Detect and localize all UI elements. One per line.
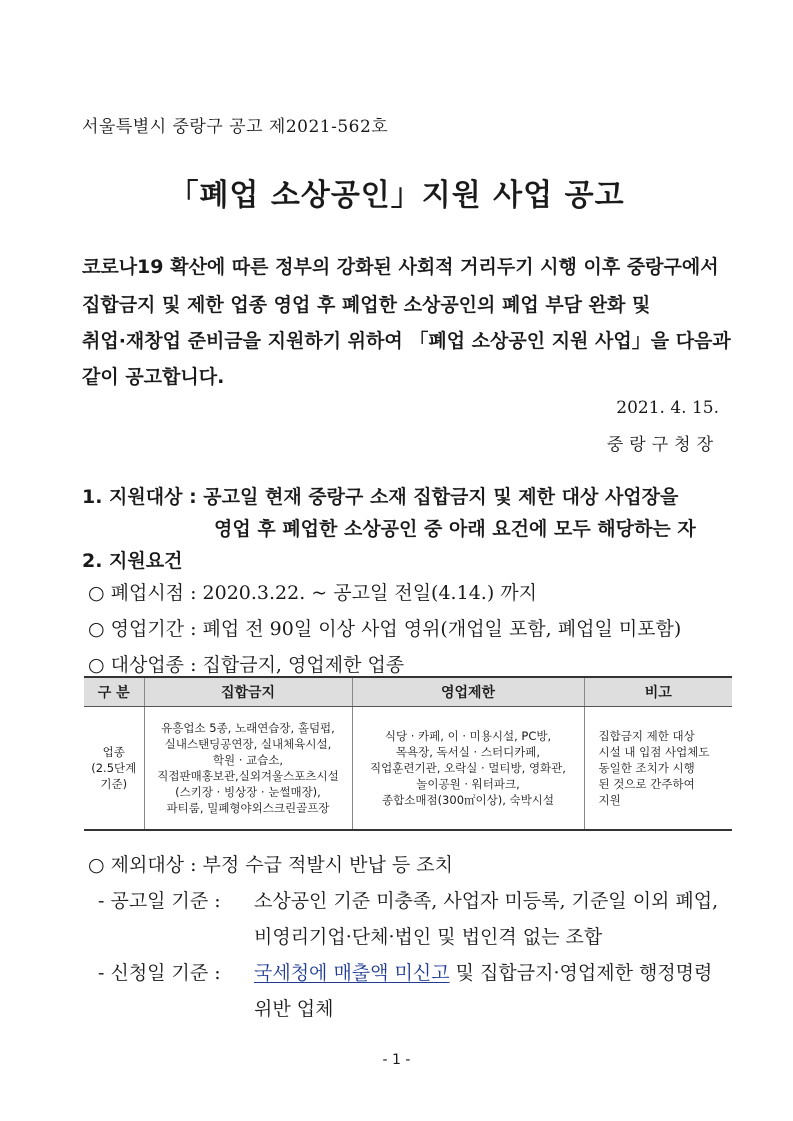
document-date: 2021. 4. 15. xyxy=(616,398,719,418)
exclusion-label-notice-date: - 공고일 기준 : xyxy=(98,890,221,912)
note-line: 지원 xyxy=(598,793,621,807)
row-label-cell xyxy=(84,707,144,831)
prohibited-line: (스키장 · 빙상장 · 눈썰매장), xyxy=(175,785,321,799)
requirement-closure-period: ○ 폐업시점 : 2020.3.22. ~ 공고일 전일(4.14.) 까지 xyxy=(88,582,537,604)
table-header-row xyxy=(84,677,732,707)
note-cell xyxy=(584,707,732,831)
section-2-heading: 2. 지원요건 xyxy=(82,550,183,572)
intro-line: 집합금지 및 제한 업종 영업 후 폐업한 소상공인의 폐업 부담 완화 및 xyxy=(82,294,651,316)
business-type-table xyxy=(84,676,732,831)
restricted-line: 직업훈련기관, 오락실 · 멀티방, 영화관, xyxy=(370,761,566,775)
note-line: 시설 내 입점 사업체도 xyxy=(598,745,710,759)
prohibited-line: 유흥업소 5종, 노래연습장, 홀덤펍, xyxy=(161,721,335,735)
document-title: 「폐업 소상공인」지원 사업 공고 xyxy=(168,178,625,213)
exclusion-text: 소상공인 기준 미충족, 사업자 미등록, 기준일 이외 폐업, xyxy=(254,890,719,912)
prohibited-cell xyxy=(144,707,352,831)
tax-office-unreported-link[interactable]: 국세청에 매출액 미신고 xyxy=(254,962,450,984)
restricted-line: 식당 · 카페, 이 · 미용시설, PC방, xyxy=(384,729,552,743)
row-label-line: 업종 xyxy=(102,745,125,759)
requirement-business-period: ○ 영업기간 : 폐업 전 90일 이상 사업 영위(개업일 포함, 폐업일 미포함) xyxy=(88,618,682,640)
intro-line: 코로나19 확산에 따른 정부의 강화된 사회적 거리두기 시행 이후 중랑구에서 xyxy=(82,256,719,278)
table-row xyxy=(84,707,732,831)
restricted-line: 놀이공원 · 워터파크, xyxy=(416,777,520,791)
row-label-line: 기준) xyxy=(100,777,128,791)
section-1-continuation: 영업 후 폐업한 소상공인 중 아래 요건에 모두 해당하는 자 xyxy=(214,518,696,540)
restricted-line: 종합소매점(300㎡이상), 숙박시설 xyxy=(382,793,554,807)
table-header-note: 비고 xyxy=(584,677,732,707)
note-line: 된 것으로 간주하여 xyxy=(598,777,695,791)
requirement-business-type: ○ 대상업종 : 집합금지, 영업제한 업종 xyxy=(88,654,405,676)
table-header-category: 구 분 xyxy=(84,677,144,707)
prohibited-line: 직접판매홍보관,실외겨울스포츠시설 xyxy=(157,769,339,783)
prohibited-line: 파티룸, 밀폐형야외스크린골프장 xyxy=(166,801,330,815)
prohibited-line: 실내스탠딩공연장, 실내체육시설, xyxy=(164,737,332,751)
exclusion-text: 위반 업체 xyxy=(254,998,334,1020)
note-line: 집합금지 제한 대상 xyxy=(598,729,695,743)
restricted-line: 목욕장, 독서실 · 스터디카페, xyxy=(395,745,541,759)
table-header-restricted: 영업제한 xyxy=(352,677,584,707)
restricted-cell xyxy=(352,707,584,831)
exclusion-label-application-date: - 신청일 기준 : xyxy=(98,962,221,984)
section-1-heading: 1. 지원대상 : 공고일 현재 중랑구 소재 집합금지 및 제한 대상 사업장을 xyxy=(82,486,679,508)
row-label-line: (2.5단계 xyxy=(91,761,137,775)
exclusion-text: 비영리기업·단체·법인 및 법인격 없는 조합 xyxy=(254,926,603,948)
page-number: - 1 - xyxy=(382,1052,411,1068)
table-header-prohibited: 집합금지 xyxy=(144,677,352,707)
exclusion-heading: ○ 제외대상 : 부정 수급 적발시 반납 등 조치 xyxy=(88,854,453,876)
note-line: 동일한 조치가 시행 xyxy=(598,761,695,775)
notice-number: 서울특별시 중랑구 공고 제2021-562호 xyxy=(82,117,389,137)
exclusion-text xyxy=(254,958,712,985)
intro-line: 같이 공고합니다. xyxy=(82,366,225,388)
document-issuer: 중랑구청장 xyxy=(606,435,719,455)
exclusion-text-rest: 및 집합금지·영업제한 행정명령 xyxy=(449,962,713,984)
prohibited-line: 학원 · 교습소, xyxy=(212,753,284,767)
intro-line: 취업·재창업 준비금을 지원하기 위하여 「폐업 소상공인 지원 사업」을 다음과 xyxy=(82,330,731,352)
